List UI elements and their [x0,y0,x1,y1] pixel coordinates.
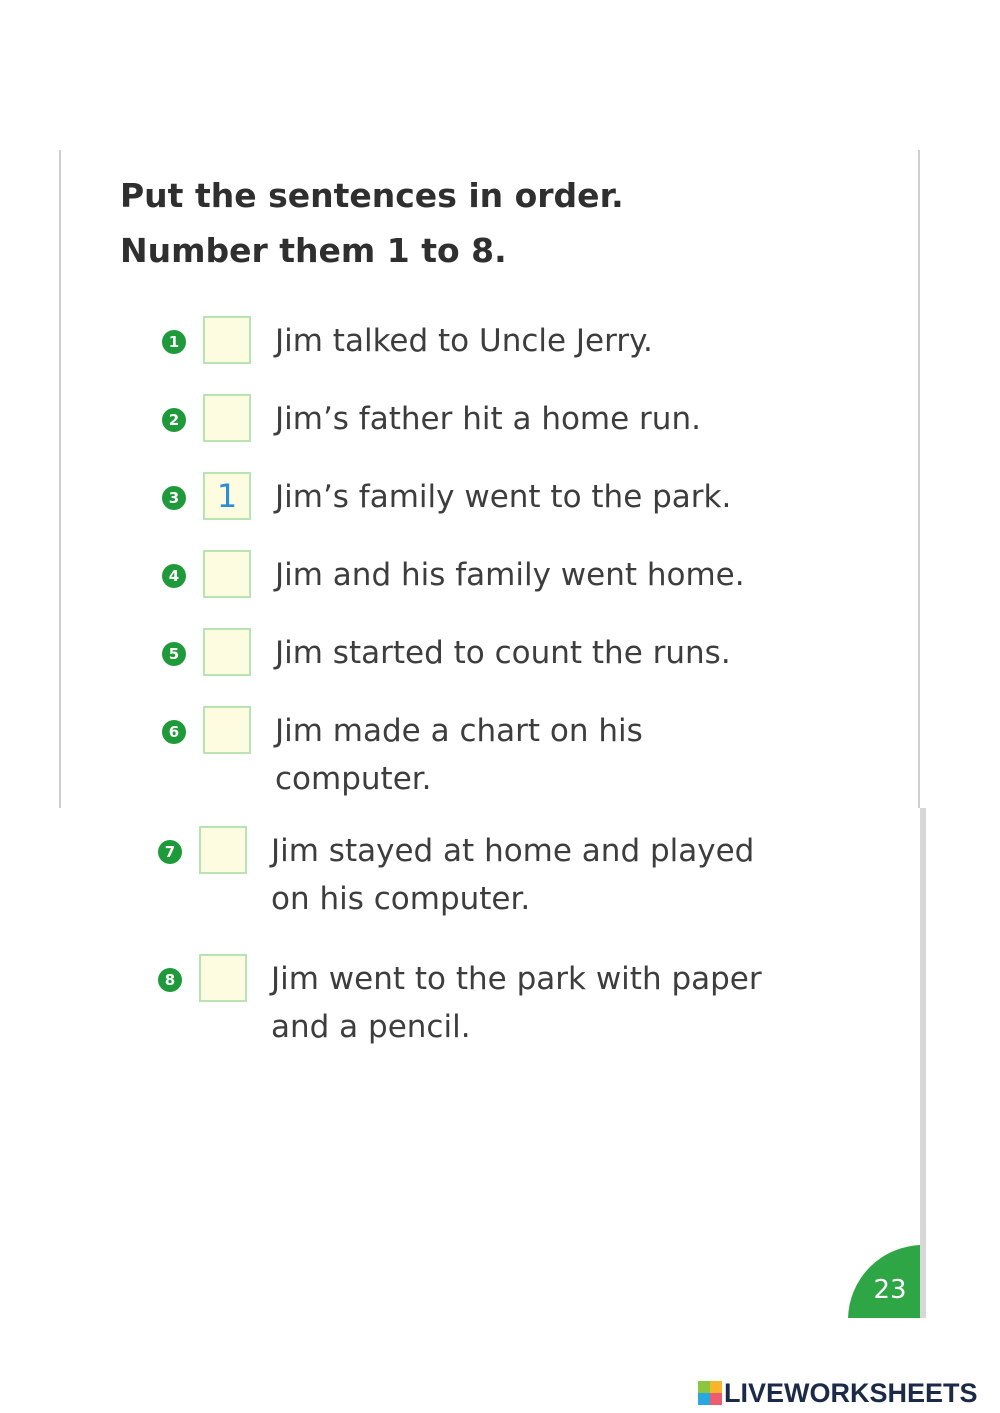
sentence-text-1 [275,317,875,365]
item-number-badge: 7 [158,840,182,864]
sentence-line: Jim talked to Uncle Jerry. [275,323,653,359]
liveworksheets-logo-icon [698,1381,722,1405]
answer-box-4[interactable] [203,550,251,598]
sentence-text-3 [275,473,875,521]
item-number-badge: 2 [162,408,186,432]
answer-box-1[interactable] [203,316,251,364]
sentence-line: and a pencil. [271,1009,471,1045]
item-number-badge: 1 [162,330,186,354]
sentence-line: Jim and his family went home. [275,557,745,593]
sentence-line: Jim’s family went to the park. [275,479,732,515]
watermark-text: LIVEWORKSHEETS [724,1377,978,1408]
sentence-line: Jim started to count the runs. [275,635,731,671]
sentence-text-5 [275,629,875,677]
item-number-badge: 6 [162,720,186,744]
sentence-line: computer. [275,761,432,797]
page-border-left [59,150,61,808]
page-border-right-top [918,150,920,808]
liveworksheets-watermark [698,1377,978,1409]
instructions-line-2: Number them 1 to 8. [120,231,507,270]
sentence-text-6 [275,707,875,803]
sentence-text-7 [271,827,871,923]
item-number-badge: 4 [162,564,186,588]
sentence-text-4 [275,551,875,599]
sentence-line: on his computer. [271,881,531,917]
sentence-text-2 [275,395,875,443]
page-border-right-bottom [920,808,926,1318]
sentence-line: Jim made a chart on his [275,713,643,749]
answer-box-8[interactable] [199,954,247,1002]
answer-box-7[interactable] [199,826,247,874]
sentence-text-8 [271,955,871,1051]
item-number-badge: 5 [162,642,186,666]
item-number-badge: 3 [162,486,186,510]
answer-box-2[interactable] [203,394,251,442]
answer-box-5[interactable] [203,628,251,676]
answer-box-6[interactable] [203,706,251,754]
instructions-line-1: Put the sentences in order. [120,176,624,215]
instructions-heading [120,168,624,278]
sentence-line: Jim went to the park with paper [271,961,762,997]
page-number: 23 [873,1275,907,1305]
answer-box-3[interactable]: 1 [203,472,251,520]
sentence-line: Jim’s father hit a home run. [275,401,701,437]
item-number-badge: 8 [158,968,182,992]
sentence-line: Jim stayed at home and played [271,833,755,869]
